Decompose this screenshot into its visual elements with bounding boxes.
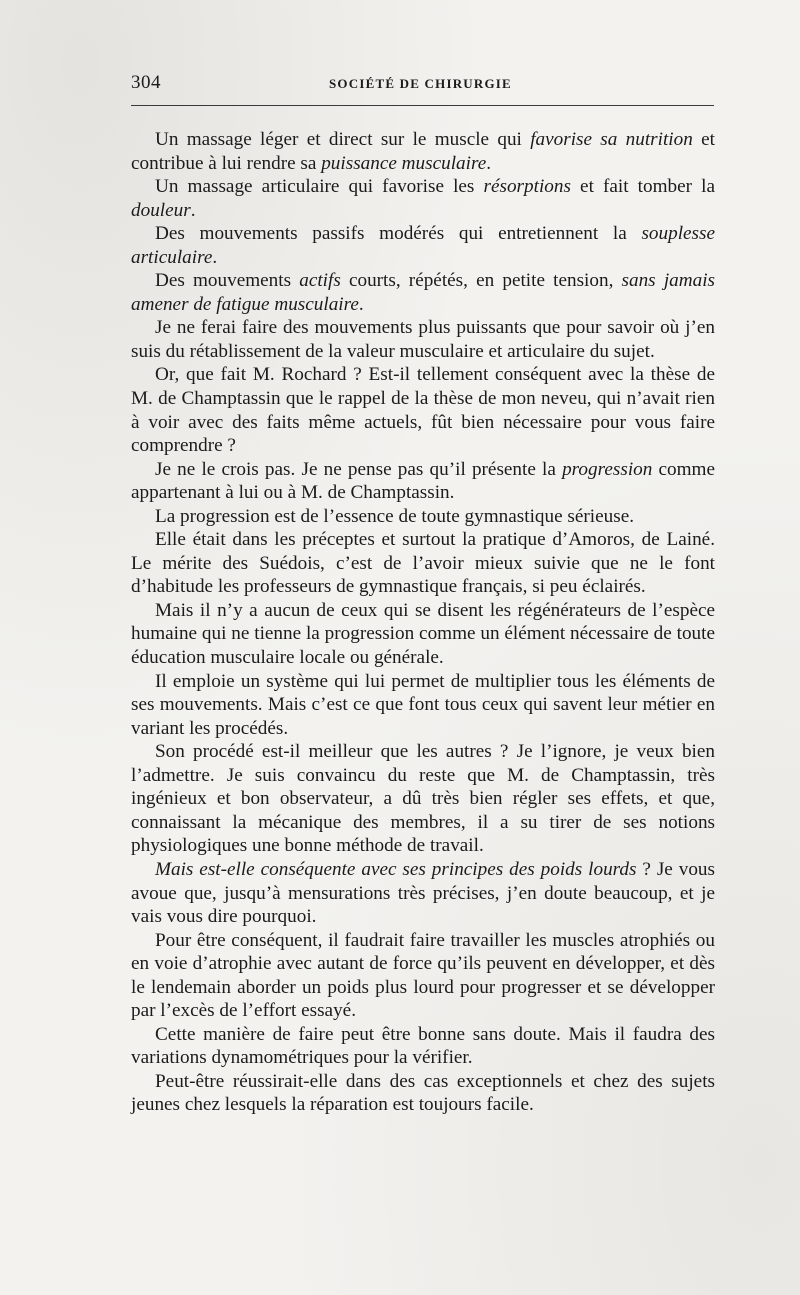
text-run: .: [190, 199, 196, 221]
paragraph: [131, 740, 715, 858]
italic-text: résorptions: [483, 176, 571, 198]
italic-text: puissance musculaire: [321, 152, 487, 174]
text-run: courts, répétés, en petite tension,: [340, 270, 622, 292]
italic-text: progression: [562, 458, 653, 480]
italic-text: douleur: [131, 199, 191, 221]
paragraph: [131, 1023, 715, 1070]
paragraph: [131, 858, 715, 929]
text-run: ? Je vous avoue que, jusqu’à mensurations très précises, j’en doute beaucoup, et je vais vous dire pourquoi.: [131, 858, 715, 928]
text-run: Je ne le crois pas. Je ne pense pas qu’il présente la: [155, 458, 563, 480]
italic-text: Mais est-elle conséquente avec ses principes des poids lourds: [155, 858, 637, 880]
paragraph: [131, 1070, 715, 1117]
text-run: .: [486, 152, 492, 174]
body-text: [131, 128, 715, 1117]
paragraph: [131, 505, 715, 529]
text-run: Son procédé est-il meilleur que les autres ? Je l’ignore, je veux bien l’admettre. Je suis convaincu du reste que M. de Champtassin, très ingénieux et bon observateur, a dû très bien régler ses effets, et que, connaissant la mécanique des membres, il a su tirer de ses notions physiologiques une bonne méthode de travail.: [131, 741, 715, 857]
text-run: La progression est de l’essence de toute gymnastique sérieuse.: [155, 505, 635, 527]
page-number: 304: [131, 72, 161, 93]
text-run: et fait tomber la: [570, 176, 715, 198]
italic-text: favorise sa nutrition: [530, 129, 693, 150]
italic-text: actifs: [299, 270, 341, 292]
text-run: Elle était dans les préceptes et surtout la pratique d’Amoros, de Lainé. Le mérite des Suédois, c’est de l’avoir mieux suivie que ne le font d’habitude les professeurs de gymnastique français, si peu éclairés.: [131, 529, 715, 598]
paragraph: [131, 929, 715, 1023]
header-rule: [131, 105, 714, 106]
paragraph: [131, 128, 715, 175]
text-run: Un massage léger et direct sur le muscle qui: [155, 129, 531, 150]
text-run: Peut-être réussirait-elle dans des cas exceptionnels et chez des sujets jeunes chez lesquels la réparation est toujours facile.: [131, 1070, 715, 1116]
text-run: .: [358, 293, 364, 315]
text-run: Je ne ferai faire des mouvements plus puissants que pour savoir où j’en suis du rétablissement de la valeur musculaire et articulaire du sujet.: [131, 317, 715, 362]
page-header: [131, 70, 713, 100]
text-run: comme appartenant à lui ou à M. de Champtassin.: [131, 458, 715, 504]
text-run: Des mouvements passifs modérés qui entretiennent la: [155, 223, 642, 245]
text-run: Des mouvements: [155, 270, 300, 292]
paragraph: [131, 175, 715, 222]
paragraph: [131, 269, 715, 316]
italic-text: souplesse articulaire: [131, 223, 715, 268]
paragraph: [131, 670, 715, 741]
running-head: SOCIÉTÉ DE CHIRURGIE: [329, 76, 512, 91]
text-run: Cette manière de faire peut être bonne sans doute. Mais il faudra des variations dynamométriques pour la vérifier.: [131, 1023, 715, 1069]
text-run: et contribue à lui rendre sa: [131, 129, 715, 174]
paragraph: [131, 222, 715, 269]
text-run: Il emploie un système qui lui permet de multiplier tous les éléments de ses mouvements. Mais c’est ce que font tous ceux qui savent leur métier en variant les procédés.: [131, 670, 715, 739]
text-run: Pour être conséquent, il faudrait faire travailler les muscles atrophiés ou en voie d’atrophie avec autant de force qu’ils peuvent en développer, et dès le lendemain aborder un poids plus lourd pour progresser et se développer par l’excès de l’effort essayé.: [131, 929, 715, 1022]
text-run: Mais il n’y a aucun de ceux qui se disent les régénérateurs de l’espèce humaine qui ne tienne la progression comme un élément nécessaire de toute éducation musculaire locale ou générale.: [131, 599, 715, 669]
italic-text: sans jamais amener de fatigue musculaire: [131, 270, 715, 315]
paragraph: [131, 363, 715, 457]
paragraph: [131, 599, 715, 670]
text-run: Un massage articulaire qui favorise les: [155, 176, 484, 198]
paragraph: [131, 458, 715, 505]
text-run: .: [212, 246, 218, 268]
paragraph: [131, 528, 715, 599]
text-run: Or, que fait M. Rochard ? Est-il tellement conséquent avec la thèse de M. de Champtassin que le rappel de la thèse de mon neveu, qui n’avait rien à voir avec des faits même actuels, fût bien nécessaire pour vous faire comprendre ?: [131, 364, 715, 457]
paragraph: [131, 316, 715, 363]
